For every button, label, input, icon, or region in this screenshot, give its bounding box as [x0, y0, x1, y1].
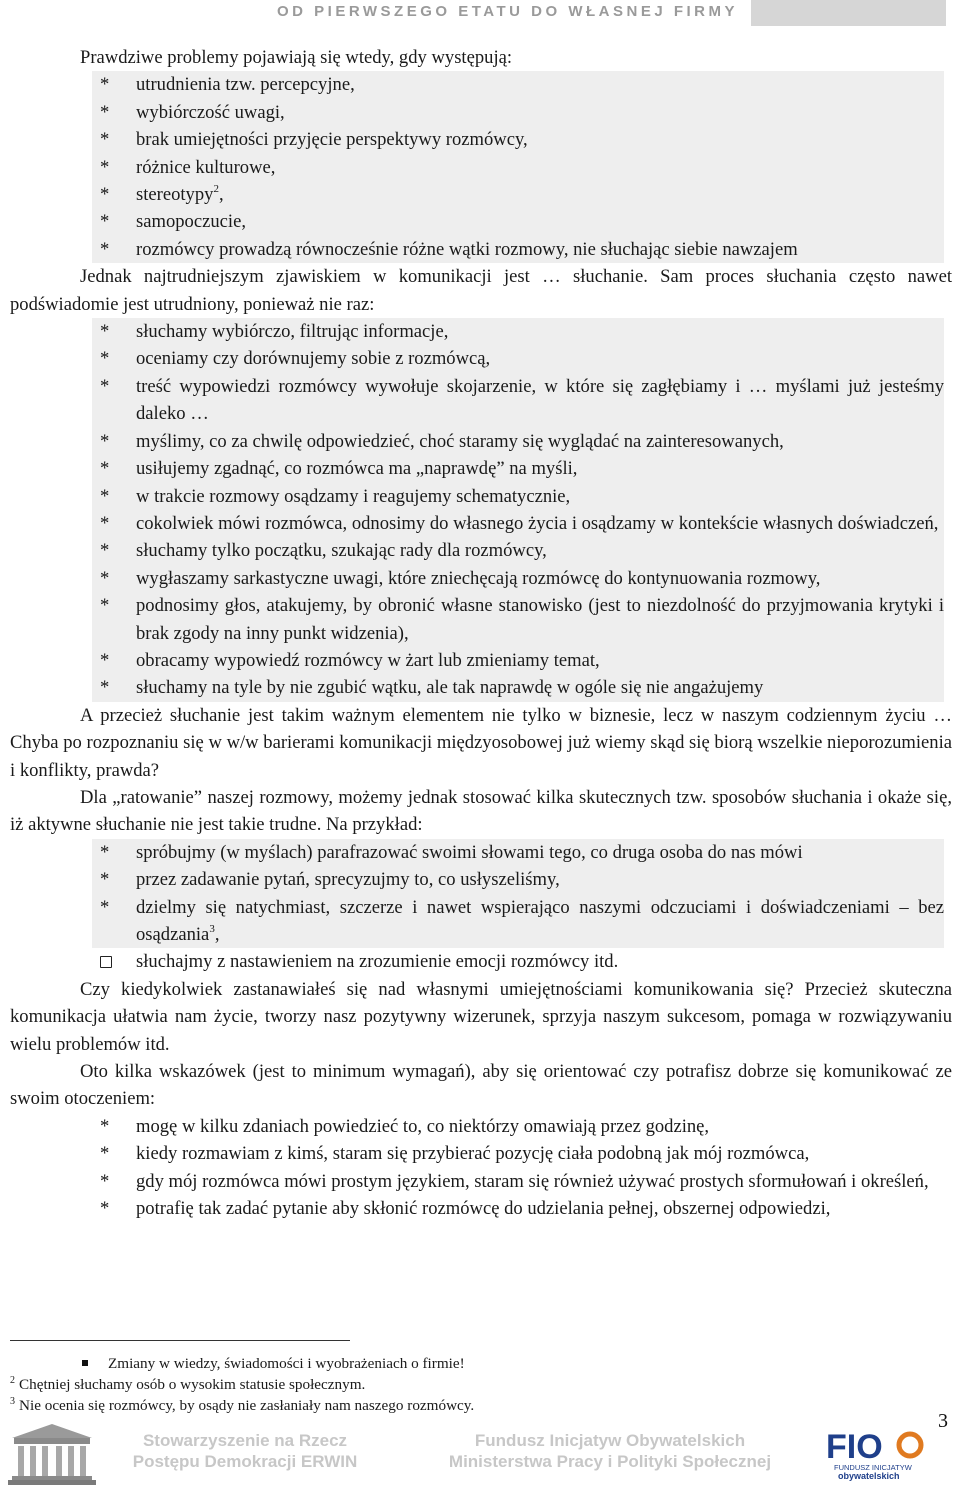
footnote-item: $^2$ Chętniej słuchamy osób o wysokim statusie społecznym.	[10, 1375, 366, 1393]
paragraph-effective: Czy kiedykolwiek zastanawiałeś się nad własnymi umiejętnościami komunikowania się? Przecież skuteczna komunikacja ułatwia nam życie, tworzy nasz pozytywny wizerunek, sprzyja naszym sukcesom, pomaga w rozwiązywaniu wielu problemów itd.	[10, 978, 952, 1055]
bullet: *	[100, 156, 110, 178]
list-item: * obracamy wypowiedź rozmówcy w żart lub zmieniamy temat,	[92, 647, 944, 674]
paragraph-tips: Oto kilka wskazówek (jest to minimum wymagań), aby się orientować czy potrafisz dobrze się komunikować ze swoim otoczeniem:	[10, 1061, 952, 1110]
list-item: * dzielmy się natychmiast, szczerze i nawet wspierająco naszymi odczuciami i doświadczeniami – bez osądzania$^3$,	[92, 894, 944, 949]
list-item: * słuchamy wybiórczo, filtrując informacje,	[92, 318, 944, 345]
list-item: * samopoczucie,	[92, 208, 944, 235]
bullet: *	[100, 1143, 110, 1165]
list-item: * utrudnienia tzw. percepcyjne,	[92, 71, 944, 98]
bullet: *	[100, 649, 110, 671]
list-item: * potrafię tak zadać pytanie aby skłonić rozmówcę do udzielania pełnej, obszernej odpowiedzi,	[92, 1195, 944, 1222]
list-item: * gdy mój rozmówca mówi prostym językiem, staram się również używać prostych sformułowań i określeń,	[92, 1168, 944, 1195]
org-erwin: Stowarzyszenie na Rzecz Postępu Demokracji ERWIN	[132, 1431, 358, 1471]
list-item: słuchajmy z nastawieniem na zrozumienie emocji rozmówcy itd.	[92, 948, 944, 975]
list-active-listening	[10, 839, 952, 976]
list-item: * oceniamy czy dorównujemy sobie z rozmówcą,	[92, 345, 944, 372]
bullet: *	[100, 677, 110, 699]
list-item: * brak umiejętności przyjęcie perspektywy rozmówcy,	[92, 126, 944, 153]
list-item: * słuchamy na tyle by nie zgubić wątku, ale tak naprawdę w ogóle się nie angażujemy	[92, 674, 944, 701]
list-item: * różnice kulturowe,	[92, 154, 944, 181]
page-content	[10, 44, 952, 1222]
list-item: * kiedy rozmawiam z kimś, staram się przybierać pozycję ciała podobną jak mój rozmówca,	[92, 1140, 944, 1167]
page-number: 3	[938, 1410, 948, 1432]
intro-paragraph: Prawdziwe problemy pojawiają się wtedy, gdy występują:	[80, 47, 513, 68]
list-item: * przez zadawanie pytań, sprecyzujmy to, co usłyszeliśmy,	[92, 866, 944, 893]
list-item: * rozmówcy prowadzą równocześnie różne wątki rozmowy, nie słuchając siebie nawzajem	[92, 236, 944, 263]
svg-text:obywatelskich: obywatelskich	[838, 1471, 900, 1481]
list-item: * słuchamy tylko początku, szukając rady dla rozmówcy,	[92, 537, 944, 564]
bullet: *	[100, 430, 110, 452]
bullet: *	[100, 74, 110, 96]
footnotes	[10, 1340, 950, 1416]
bullet: *	[100, 458, 110, 480]
bullet: *	[100, 485, 110, 507]
paragraph-listening: Jednak najtrudniejszym zjawiskiem w komunikacji jest … słuchanie. Sam proces słuchania często nawet podświadomie jest utrudniony, ponieważ nie raz:	[10, 266, 952, 315]
temple-logo-icon	[8, 1420, 96, 1486]
bullet: *	[100, 869, 110, 891]
list-item: * spróbujmy (w myślach) parafrazować swoimi słowami tego, co druga osoba do nas mówi	[92, 839, 944, 866]
checkbox-bullet-icon	[100, 956, 112, 968]
bullet: *	[100, 595, 110, 617]
paragraph-methods: Dla „ratowanie” naszej rozmowy, możemy jednak stosować kilka skutecznych tzw. sposobów słuchania i okaże się, iż aktywne słuchanie nie jest takie trudne. Na przykład:	[10, 786, 952, 836]
bullet: *	[100, 238, 110, 260]
list-item: * w trakcie rozmowy osądzamy i reagujemy schematycznie,	[92, 483, 944, 510]
bullet: *	[100, 101, 110, 123]
list-item: * wygłaszamy sarkastyczne uwagi, które zniechęcają rozmówcę do kontynuowania rozmowy,	[92, 565, 944, 592]
page-footer	[0, 1410, 960, 1486]
paragraph-importance: A przecież słuchanie jest takim ważnym elementem nie tylko w biznesie, lecz w naszym codziennym życiu … Chyba po rozpoznaniu się w w/w barierami komunikacji międzyosobowej już wiemy skąd się biorą wszelkie nieporozumienia i konflikty, prawda?	[10, 704, 952, 781]
bullet: *	[100, 129, 110, 151]
header-bar	[751, 0, 946, 26]
svg-text:FIO: FIO	[826, 1428, 883, 1466]
list-barriers	[10, 71, 952, 263]
org-fio: Fundusz Inicjatyw Obywatelskich Ministerstwa Pracy i Polityki Społecznej	[448, 1431, 772, 1471]
bullet: *	[100, 512, 110, 534]
footnote-ref-3: 3	[209, 923, 215, 935]
list-item: * wybiórczość uwagi,	[92, 99, 944, 126]
list-item: * myślimy, co za chwilę odpowiedzieć, choć staramy się wyglądać na zainteresowanych,	[92, 428, 944, 455]
bullet: *	[100, 540, 110, 562]
bullet: *	[100, 184, 110, 206]
list-item: * treść wypowiedzi rozmówcy wywołuje skojarzenie, w które się zagłębiamy i … myślami już jesteśmy daleko …	[92, 373, 944, 428]
footnote-item: Zmiany w wiedzy, świadomości i wyobrażeniach o firmie!	[10, 1353, 950, 1374]
bullet: *	[100, 348, 110, 370]
header-title: OD PIERWSZEGO ETATU DO WŁASNEJ FIRMY	[276, 3, 738, 20]
list-item: * mogę w kilku zdaniach powiedzieć to, co niektórzy omawiają przez godzinę,	[92, 1113, 944, 1140]
list-tips	[10, 1113, 952, 1223]
bullet: *	[100, 1115, 110, 1137]
svg-text:FUNDUSZ INICJATYW: FUNDUSZ INICJATYW	[834, 1463, 912, 1472]
bullet: *	[100, 1170, 110, 1192]
fio-logo-icon	[824, 1426, 942, 1482]
bullet: *	[100, 841, 110, 863]
list-item: * cokolwiek mówi rozmówca, odnosimy do własnego życia i osądzamy w kontekście własnych doświadczeń,	[92, 510, 944, 537]
bullet: *	[100, 1198, 110, 1220]
list-item: * stereotypy$^2$,	[92, 181, 944, 208]
bullet: *	[100, 211, 110, 233]
list-item: * usiłujemy zgadnąć, co rozmówca ma „naprawdę” na myśli,	[92, 455, 944, 482]
square-bullet-icon	[82, 1360, 88, 1366]
bullet: *	[100, 321, 110, 343]
bullet: *	[100, 375, 110, 397]
footnote-item: $^3$ Nie ocenia się rozmówcy, by osądy nie zasłaniały nam naszego rozmówcy.	[10, 1396, 475, 1414]
footnote-ref-2: 2	[213, 183, 219, 196]
bullet: *	[100, 567, 110, 589]
bullet: *	[100, 896, 110, 918]
list-item: * podnosimy głos, atakujemy, by obronić własne stanowisko (jest to niezdolność do przyjmowania krytyki i brak zgody na inny punkt widzenia),	[92, 592, 944, 647]
list-listening-barriers	[10, 318, 952, 702]
footnote-rule	[10, 1340, 350, 1341]
